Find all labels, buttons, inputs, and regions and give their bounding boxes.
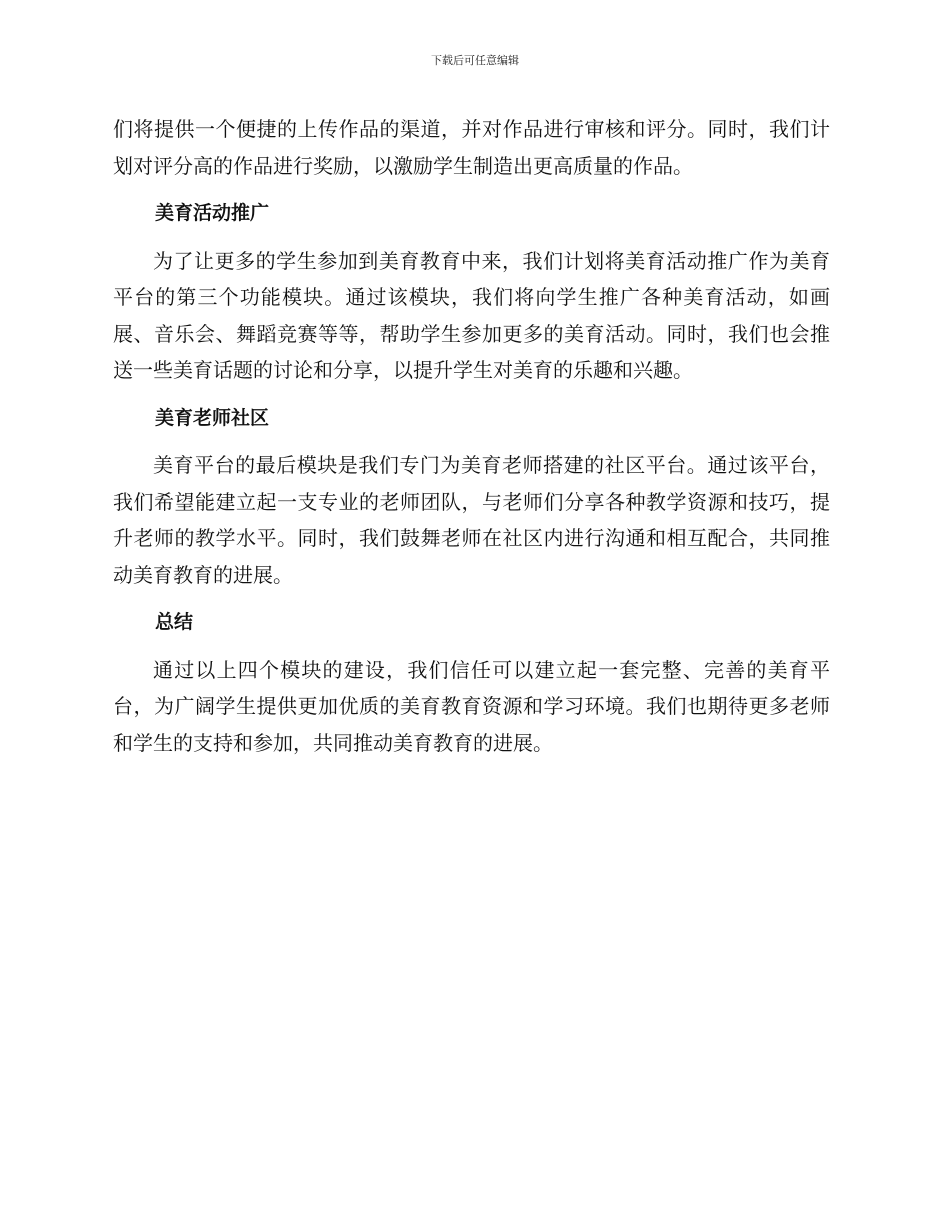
intro-continuation-paragraph: 们将提供一个便捷的上传作品的渠道，并对作品进行审核和评分。同时，我们计划对评分高的作品进行奖励，以激励学生制造出更高质量的作品。 xyxy=(113,117,830,178)
section-heading-teacher-community: 美育老师社区 xyxy=(155,406,270,429)
section-heading-promotion: 美育活动推广 xyxy=(155,202,270,224)
teacher-community-paragraph: 美育平台的最后模块是我们专门为美育老师搭建的社区平台。通过该平台，我们希望能建立起一支专业的老师团队，与老师们分享各种教学资源和技巧，提升老师的教学水平。同时，我们鼓舞老师在社区内进行沟通和相互配合，共同推动美育教育的进展。 xyxy=(113,453,830,587)
promotion-paragraph: 为了让更多的学生参加到美育教育中来，我们计划将美育活动推广作为美育平台的第三个功能模块。通过该模块，我们将向学生推广各种美育活动，如画展、音乐会、舞蹈竞赛等等，帮助学生参加更多的美育活动。同时，我们也会推送一些美育话题的讨论和分享，以提升学生对美育的乐趣和兴趣。 xyxy=(113,248,830,382)
document-body xyxy=(113,111,830,772)
page-header: 下载后可任意编辑 xyxy=(431,54,519,67)
summary-paragraph: 通过以上四个模块的建设，我们信任可以建立起一套完整、完善的美育平台，为广阔学生提供更加优质的美育教育资源和学习环境。我们也期待更多老师和学生的支持和参加，共同推动美育教育的进展。 xyxy=(113,657,830,755)
section-heading-summary: 总结 xyxy=(155,611,194,633)
